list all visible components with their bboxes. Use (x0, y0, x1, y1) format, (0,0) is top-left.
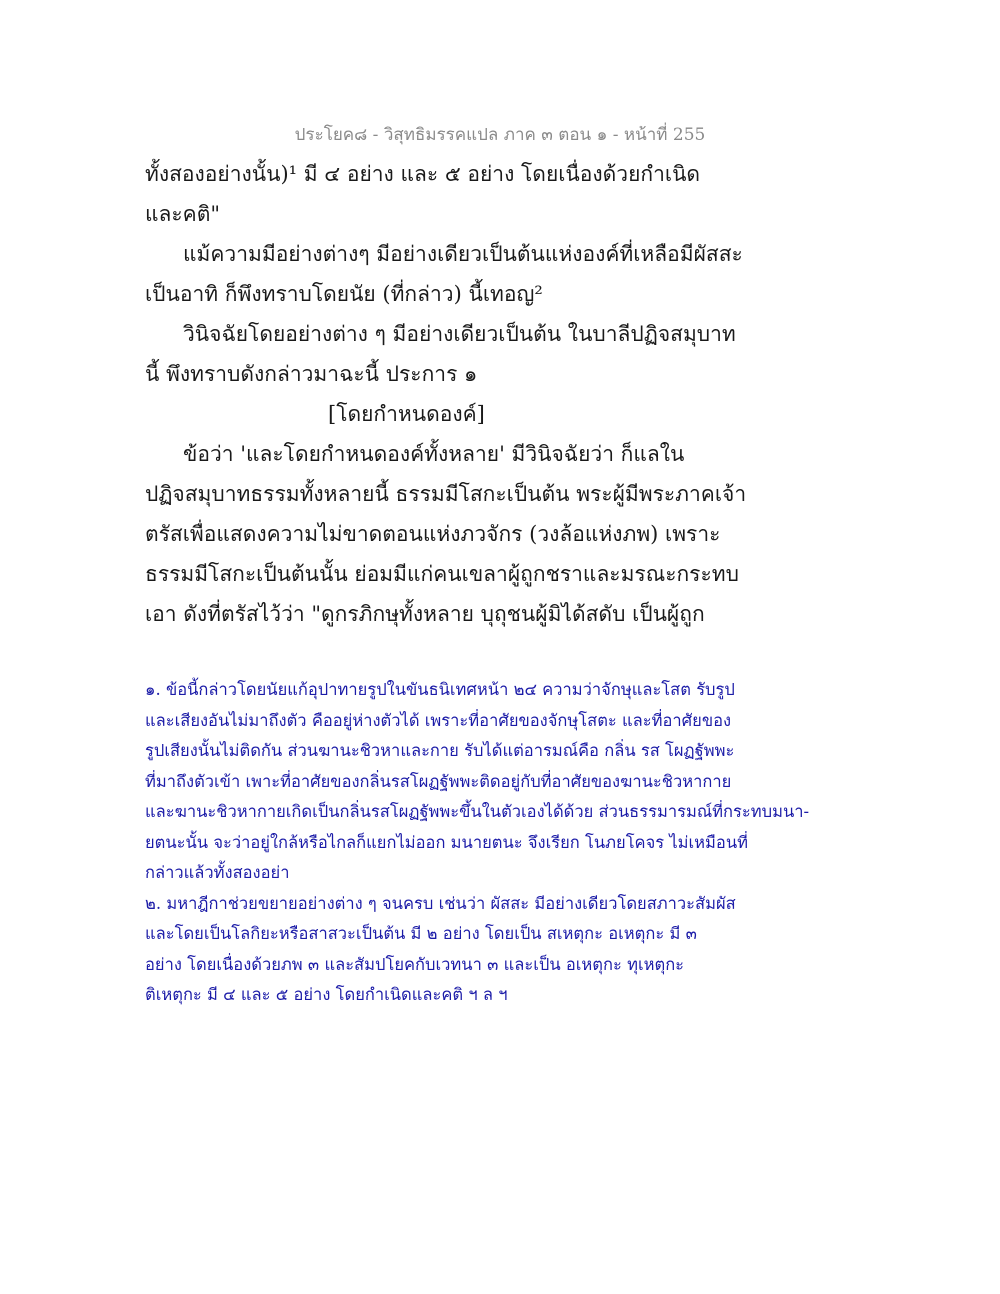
section-heading: [โดยกำหนดองค์] (328, 402, 485, 426)
body-line: และคติ" (145, 202, 221, 226)
body-line: เอา ดังที่ตรัสไว้ว่า "ดูกรภิกษุทั้งหลาย บุถุชนผู้มิได้สดับ เป็นผู้ถูก (145, 602, 705, 626)
footnote-line: และฆานะชิวหากายเกิดเป็นกลิ่นรสโผฏฐัพพะขึ้นในตัวเองได้ด้วย ส่วนธรรมารมณ์ที่กระทบมนา- (145, 802, 810, 821)
footnote-line: รูปเสียงนั้นไม่ติดกัน ส่วนฆานะชิวหาและกาย รับได้แต่อารมณ์คือ กลิ่น รส โผฏฐัพพะ (145, 741, 735, 760)
body-line: ตรัสเพื่อแสดงความไม่ขาดตอนแห่งภวจักร (วงล้อแห่งภพ) เพราะ (145, 522, 721, 546)
footnote-line: กล่าวแล้วทั้งสองอย่า (145, 863, 290, 882)
footnotes (145, 675, 865, 1011)
footnote-line: ติเหตุกะ มี ๔ และ ๕ อย่าง โดยกำเนิดและคติ ฯ ล ฯ (145, 985, 508, 1004)
body-line: ธรรมมีโสกะเป็นต้นนั้น ย่อมมีแก่คนเขลาผู้ถูกชราและมรณะกระทบ (145, 562, 739, 586)
footnote-line: ๑. ข้อนี้กล่าวโดยนัยแก้อุปาทายรูปในขันธนิเทศหน้า ๒๔ ความว่าจักษุและโสต รับรูป (145, 680, 735, 699)
page-header: ประโยค๘ - วิสุทธิมรรคแปล ภาค ๓ ตอน ๑ - หน้าที่ 255 (294, 125, 706, 145)
body-line: ทั้งสองอย่างนั้น)¹ มี ๔ อย่าง และ ๕ อย่าง โดยเนื่องด้วยกำเนิด (145, 162, 701, 186)
footnote-line: และเสียงอันไม่มาถึงตัว คืออยู่ห่างตัวได้ เพราะที่อาศัยของจักษุโสตะ และที่อาศัยของ (145, 710, 732, 730)
main-text (145, 154, 845, 634)
footnote-line: อย่าง โดยเนื่องด้วยภพ ๓ และสัมปโยคกับเวทนา ๓ และเป็น อเหตุกะ ทุเหตุกะ (145, 954, 685, 974)
body-line: แม้ความมีอย่างต่างๆ มีอย่างเดียวเป็นต้นแห่งองค์ที่เหลือมีผัสสะ (183, 242, 743, 266)
body-line: ปฏิจสมุบาทธรรมทั้งหลายนี้ ธรรมมีโสกะเป็นต้น พระผู้มีพระภาคเจ้า (145, 482, 747, 506)
body-line: เป็นอาทิ ก็พึงทราบโดยนัย (ที่กล่าว) นี้เทอญ² (145, 282, 543, 306)
footnote-line: และโดยเป็นโลกิยะหรือสาสวะเป็นต้น มี ๒ อย่าง โดยเป็น สเหตุกะ อเหตุกะ มี ๓ (145, 924, 697, 943)
footnote-line: ที่มาถึงตัวเข้า เพาะที่อาศัยของกลิ่นรสโผฏฐัพพะติดอยู่กับที่อาศัยของฆานะชิวหากาย (145, 771, 732, 791)
footnote-line: ๒. มหาฎีกาช่วยขยายอย่างต่าง ๆ จนครบ เช่นว่า ผัสสะ มีอย่างเดียวโดยสภาวะสัมผัส (145, 893, 736, 913)
body-line: วินิจฉัยโดยอย่างต่าง ๆ มีอย่างเดียวเป็นต้น ในบาลีปฏิจสมุบาท (183, 322, 736, 346)
footnote-line: ยตนะนั้น จะว่าอยู่ใกล้หรือไกลก็แยกไม่ออก มนายตนะ จึงเรียก โนภยโคจร ไม่เหมือนที่ (145, 832, 748, 852)
body-line: นี้ พึงทราบดังกล่าวมาฉะนี้ ประการ ๑ (145, 362, 478, 386)
body-line: ข้อว่า 'และโดยกำหนดองค์ทั้งหลาย' มีวินิจฉัยว่า ก็แลใน (183, 442, 685, 466)
